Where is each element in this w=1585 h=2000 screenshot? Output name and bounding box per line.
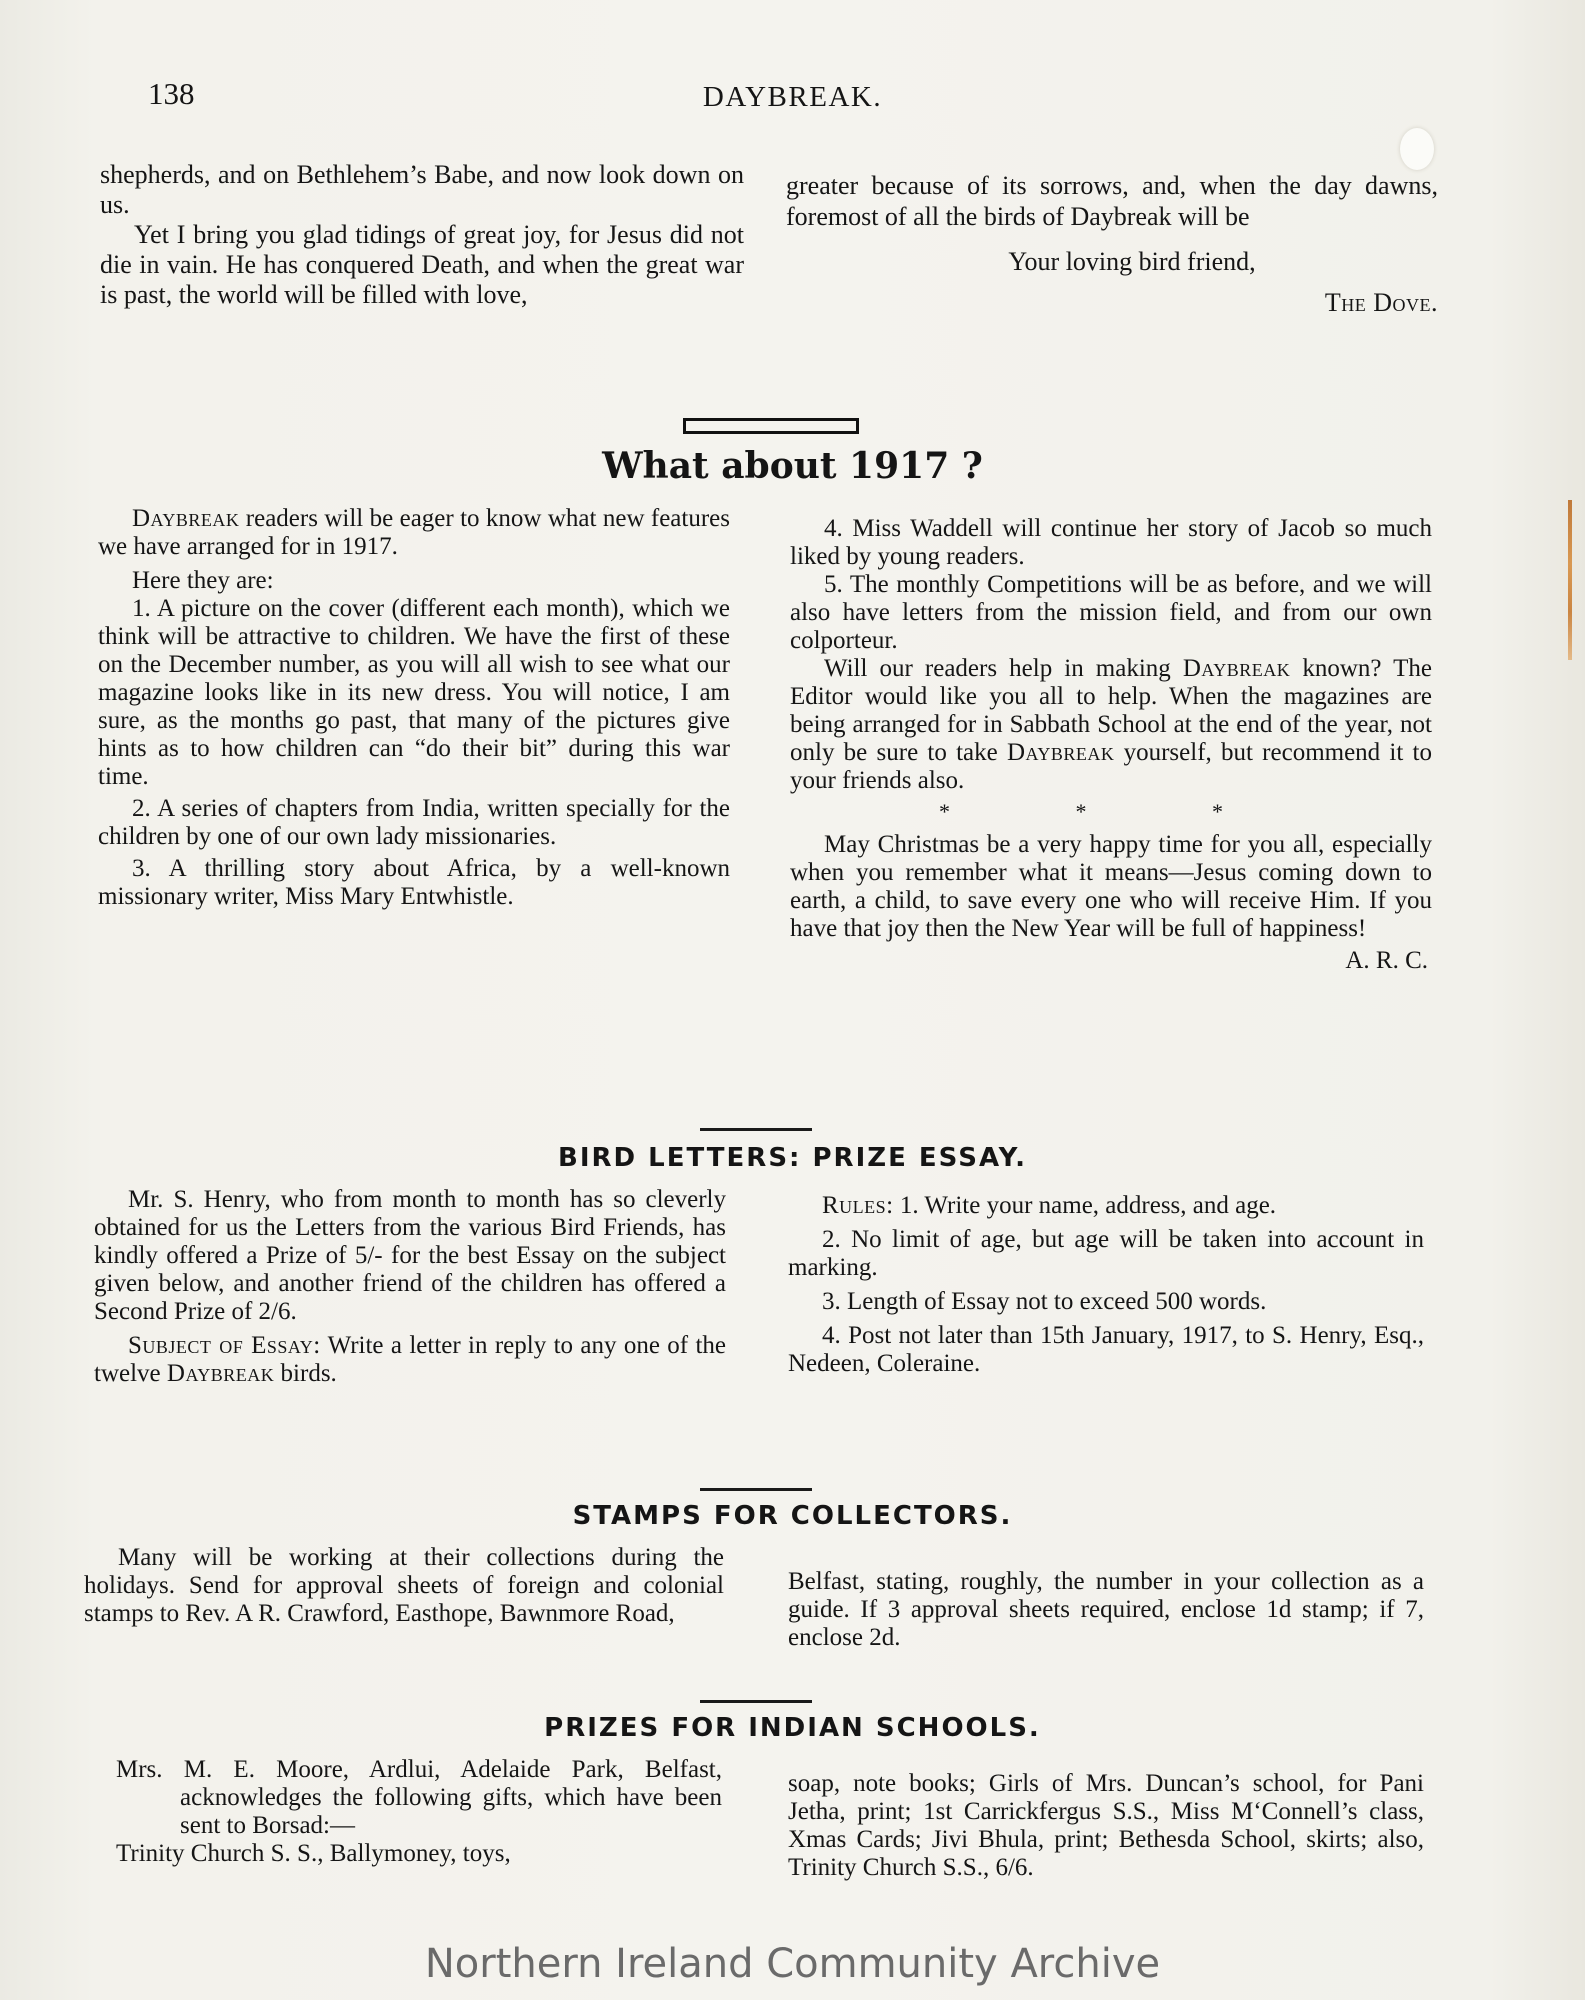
dove-paragraph: greater because of its sorrows, and, when the day dawns, foremost of all the birds of Daybreak will be	[786, 171, 1438, 231]
daybreak-smallcaps: Daybreak	[1182, 655, 1291, 682]
appeal-text: yourself, but recommend it to your friends also.	[790, 739, 1432, 794]
essay-subject	[94, 1332, 726, 1388]
dove-paragraph: Yet I bring you glad tidings of great joy, for Jesus did not die in vain. He has conquered Death, and when the great war is past, the world will be filled with love,	[100, 220, 744, 309]
intro-text: readers will be eager to know what new features we have arranged for in 1917.	[98, 505, 730, 560]
here-they-are: Here they are:	[132, 567, 274, 594]
feature-item-2: 2. A series of chapters from India, written specially for the children by one of our own lady missionaries.	[98, 795, 730, 850]
subject-text: birds.	[274, 1360, 337, 1387]
stamps-left	[84, 1544, 724, 1628]
intro-paragraph	[98, 505, 730, 561]
christmas-paragraph: May Christmas be a very happy time for you all, especially when you remember what it means—Jesus coming down to earth, a child, to save every one who will receive Him. If you have that joy then the New Year will be full of happiness!	[790, 831, 1432, 942]
rules-label: Rules:	[822, 1192, 894, 1219]
section-divider	[700, 1128, 812, 1131]
dove-closing: Your loving bird friend,	[1008, 247, 1256, 276]
heading-stamps: STAMPS FOR COLLECTORS.	[572, 1501, 1013, 1531]
rust-stain	[1568, 500, 1572, 660]
archive-watermark: Northern Ireland Community Archive	[424, 1941, 1161, 1987]
feature-item-1: 1. A picture on the cover (different each month), which we think will be attractive to children. We have the first of these on the December number, as you will all wish to see what our magazine looks like in its new dress. You will notice, I am sure, as the months go past, that many of the pictures give hints as to how children can “do their bit” during this war time.	[98, 595, 730, 790]
heading-what-about-1917: What about 1917 ?	[602, 445, 983, 487]
appeal-paragraph	[790, 655, 1432, 795]
indian-schools-right	[788, 1770, 1424, 1882]
page-number: 138	[148, 76, 195, 111]
acknowledgement: Mrs. M. E. Moore, Ardlui, Adelaide Park, Belfast, acknowledges the following gifts, which have been sent to Borsad:—	[116, 1756, 722, 1839]
bird-letters-rules	[788, 1192, 1424, 1378]
arc-signature: A. R. C.	[1345, 947, 1428, 974]
gift-list-start: Trinity Church S. S., Ballymoney, toys,	[116, 1840, 511, 1867]
indian-schools-left	[116, 1756, 722, 1868]
bird-letters-paragraph: Mr. S. Henry, who from month to month has so cleverly obtained for us the Letters from the various Bird Friends, has kindly offered a Prize of 5/- for the best Essay on the subject given below, and another friend of the children has offered a Second Prize of 2/6.	[94, 1186, 726, 1325]
dove-signature: The Dove.	[1324, 288, 1438, 317]
feature-item-3: 3. A thrilling story about Africa, by a well-known missionary writer, Miss Mary Entwhistle.	[98, 855, 730, 910]
feature-item-5: 5. The monthly Competitions will be as before, and we will also have letters from the mission field, and from our own colporteur.	[790, 571, 1432, 654]
appeal-text: known? The Editor would like you all to help. When the magazines are being arranged for in Sabbath School at the end of the year, not only be sure to take	[790, 655, 1432, 766]
stamps-paragraph: Many will be working at their collections during the holidays. Send for approval sheets of foreign and colonial stamps to Rev. A R. Crawford, Easthope, Bawnmore Road,	[84, 1544, 724, 1627]
what-about-left	[98, 505, 730, 911]
daybreak-smallcaps: Daybreak	[1006, 739, 1115, 766]
rule-3: 3. Length of Essay not to exceed 500 words.	[822, 1288, 1267, 1315]
section-divider	[700, 1700, 812, 1703]
rule-4: 4. Post not later than 15th January, 1917, to S. Henry, Esq., Nedeen, Coleraine.	[788, 1322, 1424, 1377]
rule-1	[788, 1192, 1424, 1220]
section-divider	[700, 1488, 812, 1491]
daybreak-smallcaps: Daybreak	[132, 505, 240, 532]
rule-text: 1. Write your name, address, and age.	[893, 1192, 1277, 1219]
running-title: DAYBREAK.	[702, 81, 883, 113]
gift-list: soap, note books; Girls of Mrs. Duncan’s school, for Pani Jetha, print; 1st Carrickfergus S.S., Miss M‘Connell’s class, Xmas Cards; Jivi Bhula, print; Bethesda School, skirts; also, Trinity Church S.S., 6/6.	[788, 1770, 1424, 1881]
appeal-text: Will our readers help in making	[824, 655, 1183, 682]
stamps-right	[788, 1568, 1424, 1652]
heading-indian-schools: PRIZES FOR INDIAN SCHOOLS.	[544, 1713, 1041, 1743]
subject-text: Write a letter in reply to any one of the twelve	[94, 1332, 726, 1387]
section-divider-box	[683, 418, 859, 434]
asterism: * * *	[939, 799, 1283, 824]
dove-letter-left	[100, 160, 744, 310]
subject-label: Subject of Essay:	[128, 1332, 321, 1359]
heading-bird-letters: BIRD LETTERS: PRIZE ESSAY.	[558, 1143, 1027, 1173]
paper-hole	[1400, 128, 1434, 170]
stamps-paragraph: Belfast, stating, roughly, the number in your collection as a guide. If 3 approval sheets required, enclose 1d stamp; if 7, enclose 2d.	[788, 1568, 1424, 1651]
feature-item-4: 4. Miss Waddell will continue her story of Jacob so much liked by young readers.	[790, 515, 1432, 570]
rule-2: 2. No limit of age, but age will be taken into account in marking.	[788, 1226, 1424, 1281]
daybreak-smallcaps: Daybreak	[166, 1360, 275, 1387]
what-about-right	[790, 515, 1432, 975]
bird-letters-left	[94, 1186, 726, 1388]
dove-letter-right	[786, 170, 1438, 318]
dove-paragraph: shepherds, and on Bethlehem’s Babe, and now look down on us.	[100, 160, 744, 219]
